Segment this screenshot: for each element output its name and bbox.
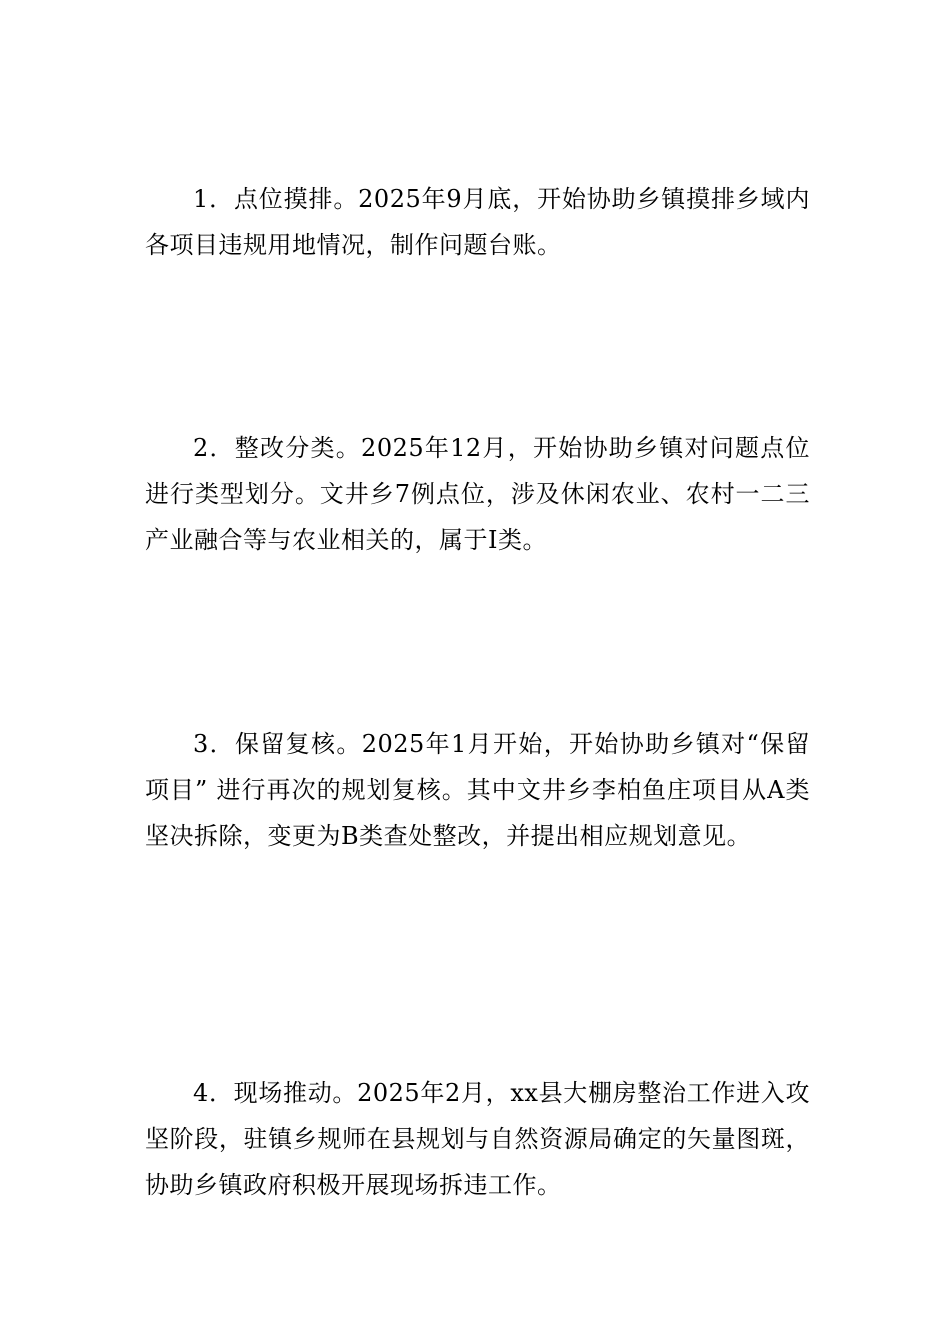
paragraph-3-retention-review: 3．保留复核。2025年1月开始，开始协助乡镇对“保留项目” 进行再次的规划复核。其中文井乡李柏鱼庄项目从A类坚决拆除，变更为B类查处整改，并提出相应规划意见。 xyxy=(145,730,810,850)
paragraph-2-rectification-classification: 2．整改分类。2025年12月，开始协助乡镇对问题点位进行类型划分。文井乡7例点位，涉及休闲农业、农村一二三产业融合等与农业相关的，属于Ⅰ类。 xyxy=(145,434,810,554)
paragraph-1-point-survey: 1．点位摸排。2025年9月底，开始协助乡镇摸排乡域内各项目违规用地情况，制作问题台账。 xyxy=(145,185,810,259)
paragraph-4-onsite-promotion: 4．现场推动。2025年2月，xx县大棚房整治工作进入攻坚阶段，驻镇乡规师在县规划与自然资源局确定的矢量图斑，协助乡镇政府积极开展现场拆违工作。 xyxy=(145,1079,810,1199)
